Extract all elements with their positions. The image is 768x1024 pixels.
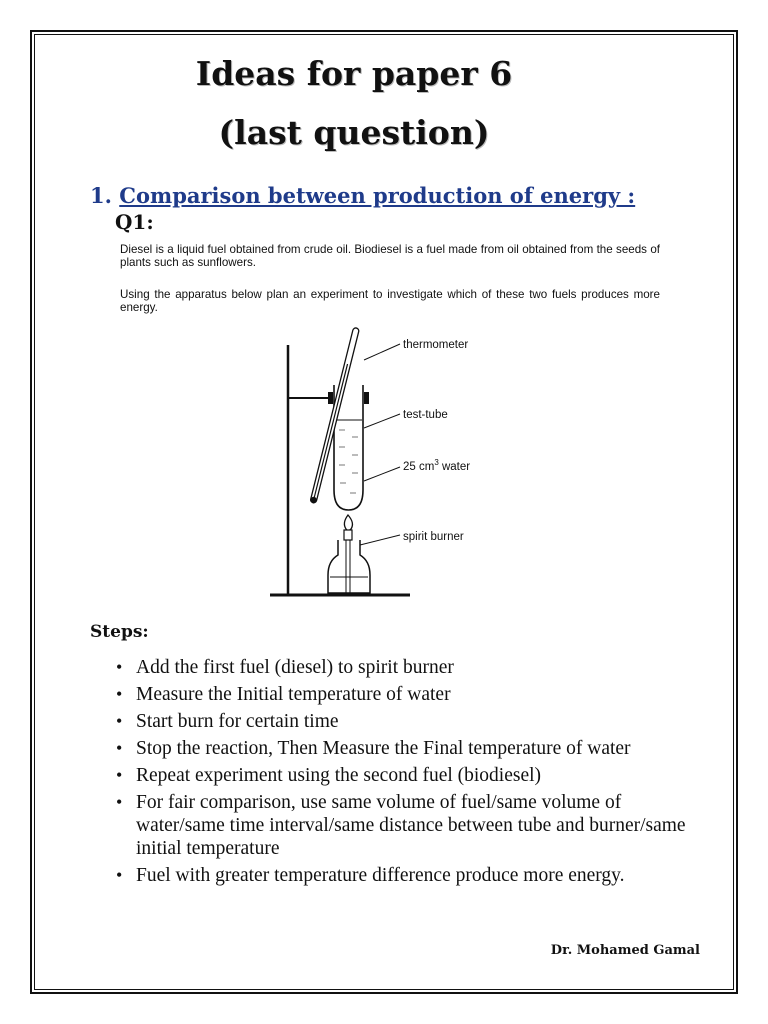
page-title-line1: Ideas for paper 6	[195, 54, 513, 93]
section-title: Comparison between production of energy :	[119, 183, 636, 208]
list-item: • Stop the reaction, Then Measure the Final temperature of water	[112, 737, 712, 760]
clamp-right	[364, 392, 369, 404]
section-heading	[90, 183, 635, 208]
list-item: • Fuel with greater temperature difference produce more energy.	[112, 864, 712, 887]
apparatus-diagram	[260, 325, 500, 600]
question-paragraph-1: Diesel is a liquid fuel obtained from crude oil. Biodiesel is a fuel made from oil obtained from the seeds of plants such as sunflowers.	[120, 243, 660, 269]
question-paragraph-2: Using the apparatus below plan an experiment to investigate which of these two fuels produces more energy.	[120, 288, 660, 314]
list-item: • Repeat experiment using the second fuel (biodiesel)	[112, 764, 712, 787]
list-item: • Start burn for certain time	[112, 710, 712, 733]
steps-heading: Steps:	[90, 622, 149, 642]
list-item: • Measure the Initial temperature of water	[112, 683, 712, 706]
wick	[344, 530, 352, 540]
clamp-left	[328, 392, 333, 404]
section-number: 1.	[90, 183, 112, 208]
label-thermometer: thermometer	[403, 339, 469, 351]
flame	[344, 515, 352, 531]
label-water: 25 $cm^3$ water	[403, 458, 471, 473]
list-item: • Add the first fuel (diesel) to spirit burner	[112, 656, 712, 679]
question-label: Q1:	[115, 210, 154, 234]
steps-list	[112, 656, 712, 891]
page-title-line2: (last question)	[218, 113, 490, 152]
list-item: • For fair comparison, use same volume of fuel/same volume of water/same time interval/same distance between tube and burner/same initial temperature	[112, 791, 712, 860]
spirit-burner	[328, 540, 370, 593]
author-signature: Dr. Mohamed Gamal	[550, 943, 700, 958]
water-lines	[339, 430, 358, 493]
label-test-tube: test-tube	[403, 409, 448, 421]
label-spirit-burner: spirit burner	[403, 531, 464, 543]
